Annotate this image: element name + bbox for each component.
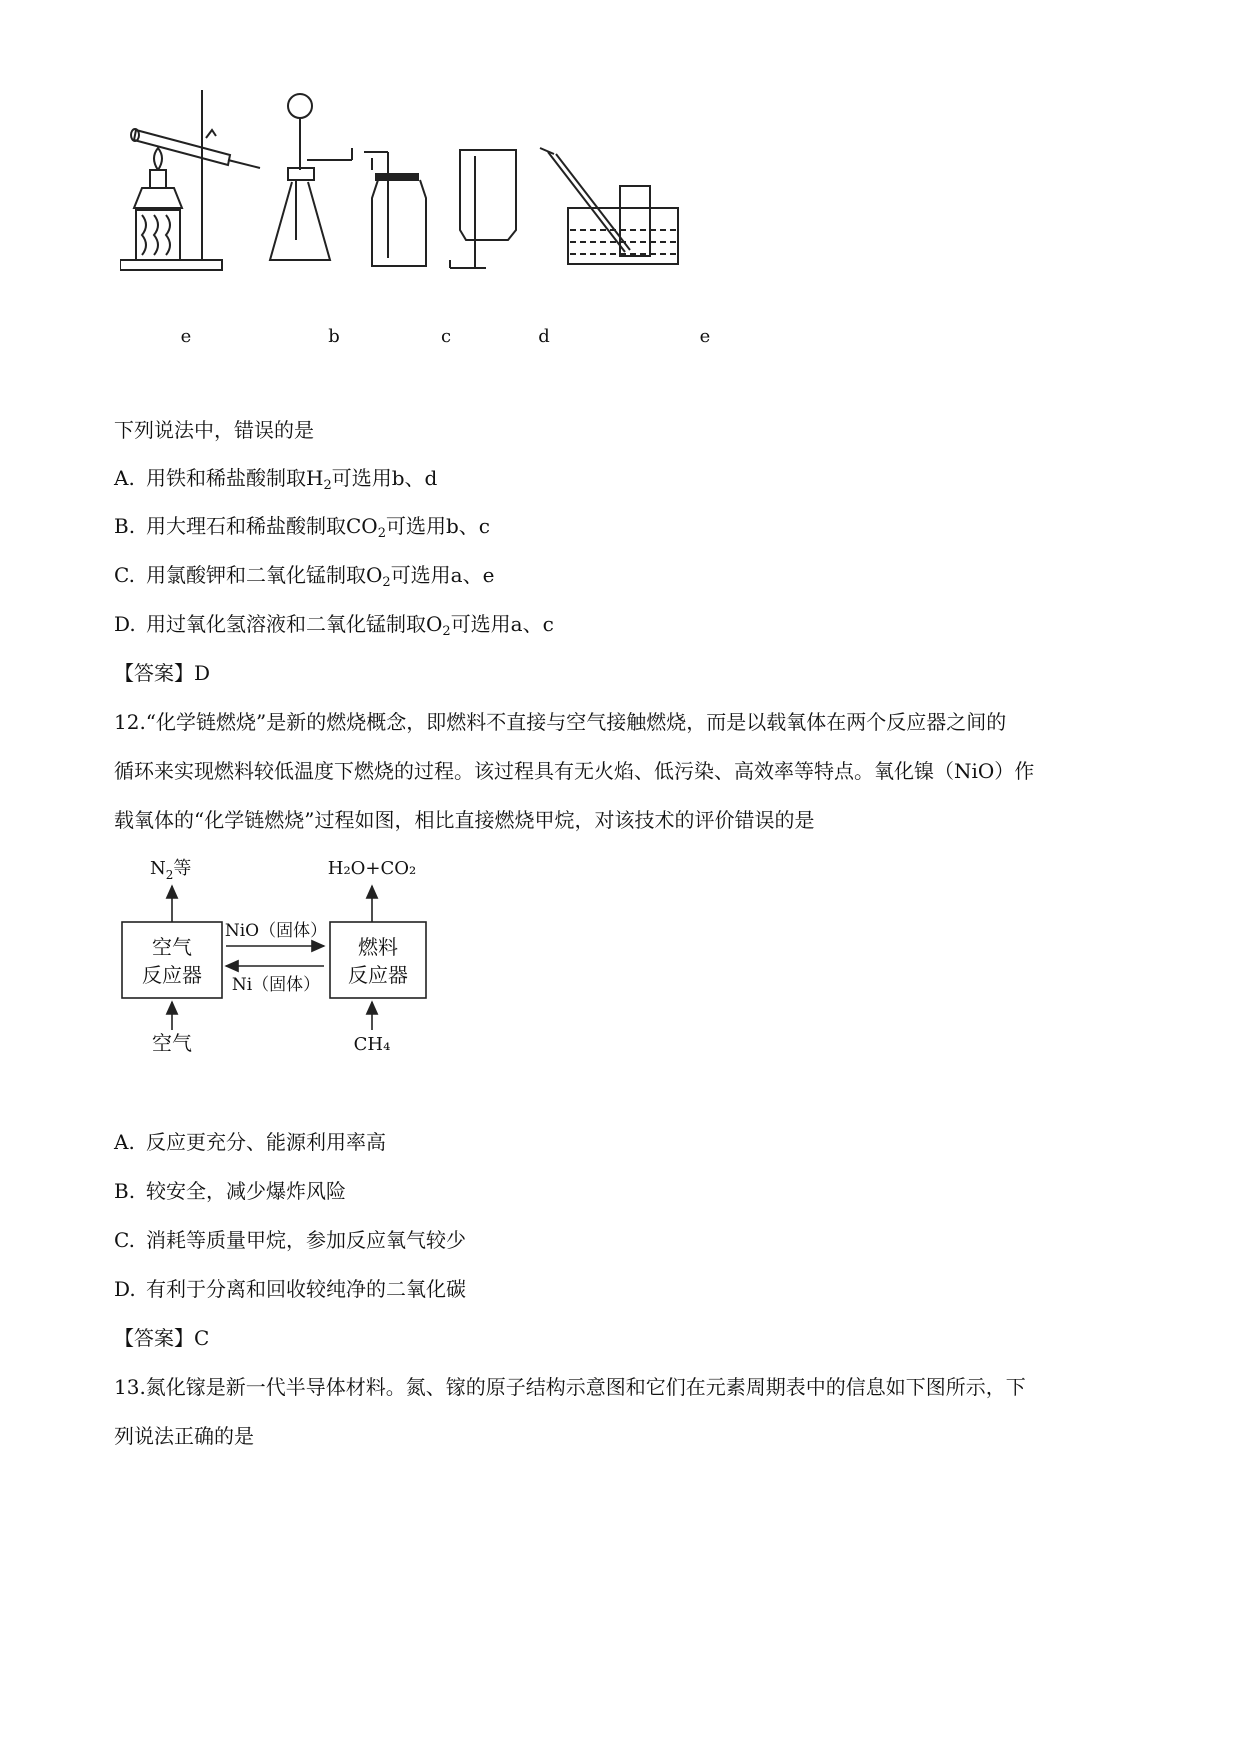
apparatus-a-heating-setup — [120, 90, 260, 270]
bottom-right-label: CH₄ — [353, 1034, 391, 1052]
q11-stem: 下列说法中，错误的是 — [114, 418, 314, 442]
q11-option-c: C. 用氯酸钾和二氧化锰制取$O_2$可选用a、e — [114, 563, 495, 590]
q11-answer: 【答案】D — [114, 661, 211, 685]
apparatus-e-water-trough — [540, 148, 678, 264]
q12-stem-line-2: 循环来实现燃料较低温度下燃烧的过程。该过程具有无火焰、低污染、高效率等特点。氧化镍（NiO）作 — [114, 759, 1035, 783]
top-right-label: H₂O+CO₂ — [327, 858, 417, 879]
ni-label: Ni（固体） — [231, 975, 321, 995]
air-reactor-label-1: 空气 — [152, 935, 192, 959]
apparatus-c-bottle — [364, 152, 426, 266]
chemical-looping-diagram — [110, 852, 490, 1052]
figure-label-b: b — [328, 326, 340, 347]
q11-option-d: D. 用过氧化氢溶液和二氧化锰制取$O_2$可选用a、c — [114, 612, 554, 639]
q11-option-a: A. 用铁和稀盐酸制取$H_2$可选用b、d — [114, 466, 438, 493]
bottom-left-label: 空气 — [152, 1031, 192, 1052]
option-letter: D. — [114, 612, 136, 636]
figure-label-a: e — [180, 326, 192, 347]
q12-stem-line-3: 载氧体的“化学链燃烧”过程如图，相比直接燃烧甲烷，对该技术的评价错误的是 — [114, 808, 815, 832]
option-letter: D. — [114, 1277, 136, 1301]
q13-stem-line-2: 列说法正确的是 — [114, 1424, 254, 1448]
option-letter: C. — [114, 1228, 135, 1252]
q11-option-b: B. 用大理石和稀盐酸制取$CO_2$可选用b、c — [114, 514, 490, 541]
q12-option-b: B. 较安全，减少爆炸风险 — [114, 1179, 346, 1203]
option-letter: B. — [114, 514, 136, 538]
option-letter: A. — [114, 1130, 135, 1154]
fuel-reactor-label-2: 反应器 — [348, 963, 408, 987]
air-reactor-label-2: 反应器 — [142, 963, 202, 987]
apparatus-d-inverted-bottle — [450, 150, 516, 268]
option-letter: C. — [114, 563, 135, 587]
q12-option-d: D. 有利于分离和回收较纯净的二氧化碳 — [114, 1277, 466, 1301]
fuel-reactor-label-1: 燃料 — [358, 935, 398, 959]
q12-answer: 【答案】C — [114, 1326, 210, 1350]
q12-option-a: A. 反应更充分、能源利用率高 — [114, 1130, 386, 1154]
option-letter: A. — [114, 466, 135, 490]
figure-label-d: d — [538, 326, 550, 347]
figure-label-c: c — [440, 326, 452, 347]
figure-label-e: e — [699, 326, 711, 347]
top-left-label: $N_2$等 — [150, 858, 192, 882]
apparatus-b-flask — [270, 94, 352, 260]
q13-stem-line-1: 13.氮化镓是新一代半导体材料。氮、镓的原子结构示意图和它们在元素周期表中的信息如下图所示，下 — [114, 1375, 1026, 1399]
option-letter: B. — [114, 1179, 136, 1203]
q12-stem-line-1: 12.“化学链燃烧”是新的燃烧概念，即燃料不直接与空气接触燃烧，而是以载氧体在两个反应器之间的 — [114, 710, 1007, 734]
q12-option-c: C. 消耗等质量甲烷，参加反应氧气较少 — [114, 1228, 466, 1252]
apparatus-figure — [120, 90, 800, 290]
nio-label: NiO（固体） — [224, 921, 328, 941]
